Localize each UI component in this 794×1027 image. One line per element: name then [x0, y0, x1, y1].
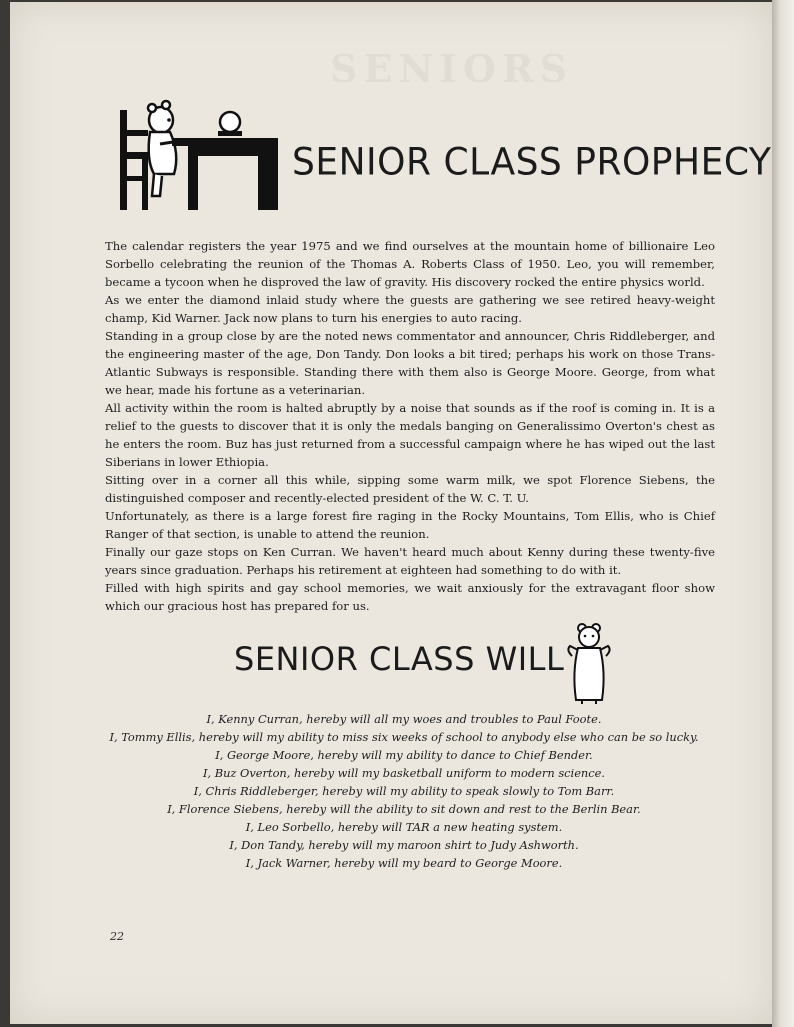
will-item: I, Chris Riddleberger, hereby will my ability to speak slowly to Tom Barr. — [193, 784, 615, 798]
bear-at-desk-icon — [108, 90, 278, 214]
will-title: SENIOR CLASS WILL — [234, 640, 565, 678]
will-item: I, Leo Sorbello, hereby will TAR a new heating system. — [245, 820, 563, 834]
will-item: I, George Moore, hereby will my ability to dance to Chief Bender. — [215, 748, 593, 762]
will-item: I, Florence Siebens, hereby will the ability to sit down and rest to the Berlin Bear. — [167, 802, 641, 816]
prophecy-text — [105, 237, 715, 615]
prophecy-paragraph: Finally our gaze stops on Ken Curran. We haven't heard much about Kenny during these twenty-five years since graduation. Perhaps his retirement at eighteen had something to do with it. — [105, 545, 715, 577]
will-item: I, Tommy Ellis, hereby will my ability to miss six weeks of school to anybody else who can be so lucky. — [109, 730, 699, 744]
page-number: 22 — [110, 930, 124, 943]
prophecy-paragraph: Filled with high spirits and gay school memories, we wait anxiously for the extravagant floor show which our gracious host has prepared for us. — [105, 581, 715, 613]
will-item: I, Buz Overton, hereby will my basketball uniform to modern science. — [202, 766, 606, 780]
adjacent-page-edge — [772, 0, 794, 1027]
will-item: I, Don Tandy, hereby will my maroon shirt to Judy Ashworth. — [229, 838, 579, 852]
yearbook-page — [10, 2, 772, 1024]
prophecy-paragraph: The calendar registers the year 1975 and we find ourselves at the mountain home of billionaire Leo Sorbello celebrating the reunion of the Thomas A. Roberts Class of 1950. Leo, you will remember, became a tycoon when he disproved the law of gravity. His discovery rocked the entire physics world. — [105, 239, 715, 289]
standing-bear-icon — [564, 620, 614, 706]
will-list — [96, 710, 712, 872]
prophecy-title: SENIOR CLASS PROPHECY — [292, 140, 772, 185]
will-item: I, Jack Warner, hereby will my beard to George Moore. — [245, 856, 563, 870]
prophecy-paragraph: All activity within the room is halted abruptly by a noise that sounds as if the roof is coming in. It is a relief to the guests to discover that it is only the medals banging on Generalissimo Overton's chest as he enters the room. Buz has just returned from a successful campaign where he has wiped out the last Siberians in lower Ethiopia. — [105, 401, 715, 469]
prophecy-paragraph: Unfortunately, as there is a large forest fire raging in the Rocky Mountains, Tom Ellis, who is Chief Ranger of that section, is unable to attend the reunion. — [105, 509, 715, 541]
prophecy-paragraph: Standing in a group close by are the noted news commentator and announcer, Chris Riddleberger, and the engineering master of the age, Don Tandy. Don looks a bit tired; perhaps his work on those Trans-Atlantic Subways is responsible. Standing there with them also is George Moore. George, from what we hear, made his fortune as a veterinarian. — [105, 329, 715, 397]
prophecy-paragraph: Sitting over in a corner all this while, sipping some warm milk, we spot Florence Siebens, the distinguished composer and recently-elected president of the W. C. T. U. — [105, 473, 715, 505]
prophecy-paragraph: As we enter the diamond inlaid study where the guests are gathering we see retired heavy-weight champ, Kid Warner. Jack now plans to turn his energies to auto racing. — [105, 293, 715, 325]
will-item: I, Kenny Curran, hereby will all my woes and troubles to Paul Foote. — [206, 712, 602, 726]
show-through-title: SENIORS — [330, 46, 574, 91]
